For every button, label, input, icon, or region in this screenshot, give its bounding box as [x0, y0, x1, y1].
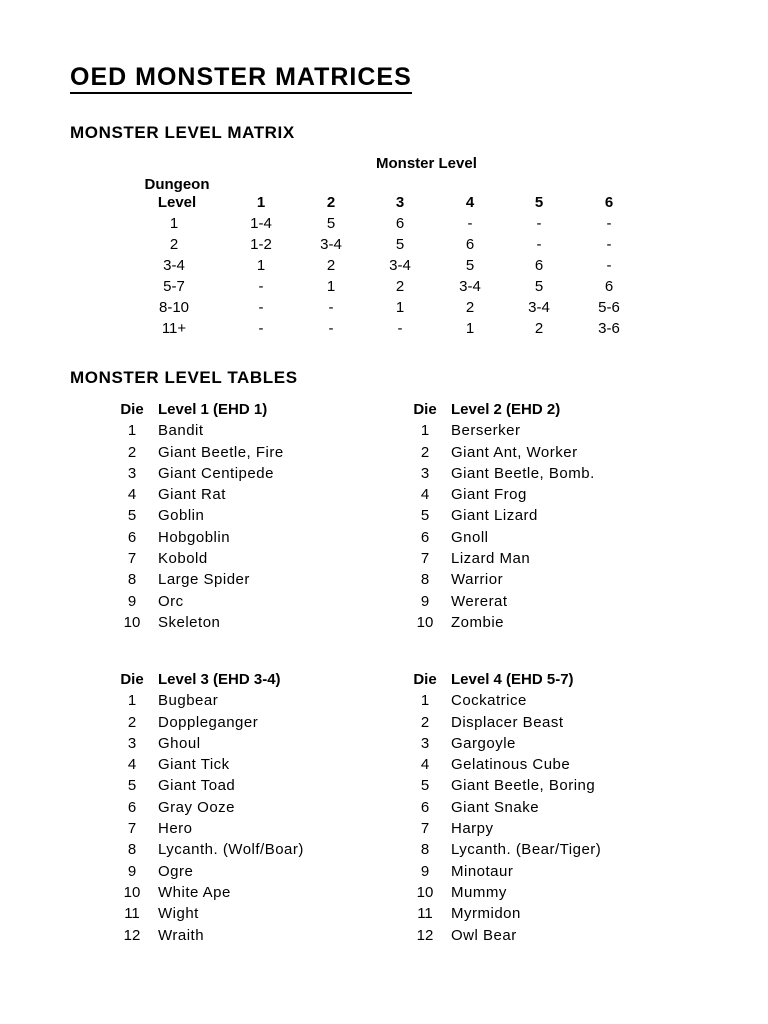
- die-roll: 8: [420, 841, 430, 859]
- matrix-cell: 3-4: [528, 299, 550, 316]
- matrix-cell: 1: [326, 278, 336, 295]
- matrix-cell: -: [328, 299, 334, 316]
- matrix-cell: 6: [395, 215, 405, 232]
- matrix-dungeon-level: 3-4: [163, 257, 185, 274]
- matrix-dungeon-level: 1: [169, 215, 179, 232]
- matrix-cell: 2: [326, 257, 336, 274]
- die-roll: 10: [123, 883, 141, 901]
- matrix-cell: 2: [465, 299, 475, 316]
- monster-name: Wight: [158, 905, 199, 923]
- monster-name: Lycanth. (Wolf/Boar): [158, 841, 304, 859]
- monster-name: Gray Ooze: [158, 798, 236, 816]
- matrix-cell: -: [258, 278, 264, 295]
- monster-name: Hobgoblin: [158, 528, 231, 546]
- die-roll: 4: [127, 486, 137, 504]
- monster-name: Giant Lizard: [451, 507, 538, 525]
- monster-name: Cockatrice: [451, 692, 527, 710]
- matrix-cell: 1-2: [250, 236, 272, 253]
- table-title: Level 2 (EHD 2): [451, 401, 561, 418]
- matrix-column-header: 1: [256, 194, 266, 211]
- die-roll: 8: [420, 571, 430, 589]
- matrix-cell: 5-6: [598, 299, 620, 316]
- table-title: Level 3 (EHD 3-4): [158, 671, 281, 688]
- die-roll: 4: [127, 756, 137, 774]
- die-roll: 1: [420, 692, 430, 710]
- monster-name: Owl Bear: [451, 926, 517, 944]
- die-column-header: Die: [413, 401, 437, 418]
- matrix-dungeon-level: 8-10: [158, 299, 190, 316]
- matrix-cell: 2: [534, 320, 544, 337]
- monster-name: Gnoll: [451, 528, 489, 546]
- monster-name: Myrmidon: [451, 905, 521, 923]
- die-roll: 3: [420, 464, 430, 482]
- monster-name: Ogre: [158, 862, 194, 880]
- die-roll: 2: [127, 713, 137, 731]
- die-roll: 12: [416, 926, 434, 944]
- die-roll: 2: [127, 443, 137, 461]
- die-roll: 4: [420, 756, 430, 774]
- die-roll: 5: [420, 507, 430, 525]
- monster-name: Giant Beetle, Boring: [451, 777, 596, 795]
- matrix-caption: Monster Level: [376, 155, 477, 172]
- die-roll: 6: [420, 798, 430, 816]
- die-roll: 12: [123, 926, 141, 944]
- die-roll: 11: [417, 905, 433, 923]
- die-roll: 7: [420, 820, 430, 838]
- monster-name: Berserker: [451, 422, 521, 440]
- die-column-header: Die: [120, 401, 144, 418]
- die-roll: 5: [127, 507, 137, 525]
- die-roll: 10: [416, 883, 434, 901]
- matrix-cell: 3-4: [389, 257, 411, 274]
- die-roll: 8: [127, 571, 137, 589]
- monster-name: Warrior: [451, 571, 504, 589]
- die-roll: 4: [420, 486, 430, 504]
- monster-name: Doppleganger: [158, 713, 259, 731]
- matrix-cell: 3-4: [459, 278, 481, 295]
- die-column-header: Die: [120, 671, 144, 688]
- die-roll: 6: [420, 528, 430, 546]
- monster-name: Giant Beetle, Bomb.: [451, 464, 595, 482]
- matrix-column-header: 5: [534, 194, 544, 211]
- die-roll: 2: [420, 713, 430, 731]
- table-title: Level 4 (EHD 5-7): [451, 671, 574, 688]
- monster-name: Hero: [158, 820, 193, 838]
- monster-name: Giant Centipede: [158, 464, 274, 482]
- monster-name: Minotaur: [451, 862, 514, 880]
- dungeon-header-line2: Level: [157, 194, 197, 211]
- matrix-cell: 6: [534, 257, 544, 274]
- monster-name: Goblin: [158, 507, 205, 525]
- monster-name: Harpy: [451, 820, 494, 838]
- matrix-cell: 2: [395, 278, 405, 295]
- matrix-cell: 1: [256, 257, 266, 274]
- monster-name: Giant Ant, Worker: [451, 443, 578, 461]
- monster-name: Giant Tick: [158, 756, 230, 774]
- monster-name: Gelatinous Cube: [451, 756, 571, 774]
- monster-name: Bandit: [158, 422, 204, 440]
- matrix-cell: 5: [465, 257, 475, 274]
- matrix-cell: -: [258, 320, 264, 337]
- monster-name: Bugbear: [158, 692, 219, 710]
- dungeon-header-line1: Dungeon: [144, 176, 210, 193]
- matrix-cell: -: [258, 299, 264, 316]
- page-title: OED MONSTER MATRICES: [70, 62, 412, 94]
- die-column-header: Die: [413, 671, 437, 688]
- monster-name: Wraith: [158, 926, 205, 944]
- matrix-cell: 5: [534, 278, 544, 295]
- dungeon-level-header: [137, 176, 217, 212]
- monster-name: Mummy: [451, 883, 507, 901]
- matrix-cell: -: [397, 320, 403, 337]
- monster-name: Orc: [158, 592, 184, 610]
- die-roll: 8: [127, 841, 137, 859]
- monster-name: Giant Snake: [451, 798, 540, 816]
- matrix-dungeon-level: 11+: [161, 320, 187, 337]
- matrix-cell: -: [606, 257, 612, 274]
- die-roll: 11: [124, 905, 140, 923]
- matrix-cell: -: [606, 215, 612, 232]
- matrix-cell: -: [467, 215, 473, 232]
- die-roll: 7: [420, 550, 430, 568]
- die-roll: 3: [127, 464, 137, 482]
- matrix-cell: 3-4: [320, 236, 342, 253]
- matrix-cell: -: [328, 320, 334, 337]
- matrix-cell: -: [606, 236, 612, 253]
- monster-name: Lycanth. (Bear/Tiger): [451, 841, 602, 859]
- die-roll: 6: [127, 528, 137, 546]
- monster-name: White Ape: [158, 883, 231, 901]
- die-roll: 9: [127, 592, 137, 610]
- die-roll: 9: [127, 862, 137, 880]
- monster-name: Giant Beetle, Fire: [158, 443, 284, 461]
- monster-name: Giant Frog: [451, 486, 527, 504]
- matrix-cell: 6: [604, 278, 614, 295]
- die-roll: 1: [127, 422, 137, 440]
- die-roll: 9: [420, 592, 430, 610]
- die-roll: 10: [123, 613, 141, 631]
- monster-name: Large Spider: [158, 571, 250, 589]
- matrix-cell: 1: [465, 320, 475, 337]
- die-roll: 3: [127, 734, 137, 752]
- die-roll: 1: [420, 422, 430, 440]
- monster-name: Kobold: [158, 550, 208, 568]
- table-title: Level 1 (EHD 1): [158, 401, 268, 418]
- die-roll: 5: [420, 777, 430, 795]
- die-roll: 3: [420, 734, 430, 752]
- matrix-cell: -: [536, 236, 542, 253]
- matrix-cell: 5: [326, 215, 336, 232]
- die-roll: 10: [416, 613, 434, 631]
- monster-name: Gargoyle: [451, 734, 516, 752]
- die-roll: 7: [127, 550, 137, 568]
- die-roll: 2: [420, 443, 430, 461]
- die-roll: 9: [420, 862, 430, 880]
- monster-name: Ghoul: [158, 734, 201, 752]
- monster-name: Giant Rat: [158, 486, 226, 504]
- matrix-section-heading: MONSTER LEVEL MATRIX: [70, 123, 295, 142]
- monster-name: Skeleton: [158, 613, 221, 631]
- monster-name: Wererat: [451, 592, 508, 610]
- matrix-column-header: 6: [604, 194, 614, 211]
- matrix-cell: 3-6: [598, 320, 620, 337]
- matrix-dungeon-level: 2: [169, 236, 179, 253]
- matrix-cell: 1-4: [250, 215, 272, 232]
- die-roll: 5: [127, 777, 137, 795]
- matrix-cell: 1: [395, 299, 405, 316]
- matrix-column-header: 3: [395, 194, 405, 211]
- die-roll: 1: [127, 692, 137, 710]
- matrix-cell: -: [536, 215, 542, 232]
- die-roll: 7: [127, 820, 137, 838]
- matrix-cell: 6: [465, 236, 475, 253]
- matrix-column-header: 4: [465, 194, 475, 211]
- monster-name: Zombie: [451, 613, 505, 631]
- matrix-cell: 5: [395, 236, 405, 253]
- die-roll: 6: [127, 798, 137, 816]
- tables-section-heading: MONSTER LEVEL TABLES: [70, 368, 298, 387]
- monster-name: Giant Toad: [158, 777, 236, 795]
- matrix-dungeon-level: 5-7: [163, 278, 185, 295]
- monster-name: Displacer Beast: [451, 713, 564, 731]
- matrix-column-header: 2: [326, 194, 336, 211]
- monster-name: Lizard Man: [451, 550, 531, 568]
